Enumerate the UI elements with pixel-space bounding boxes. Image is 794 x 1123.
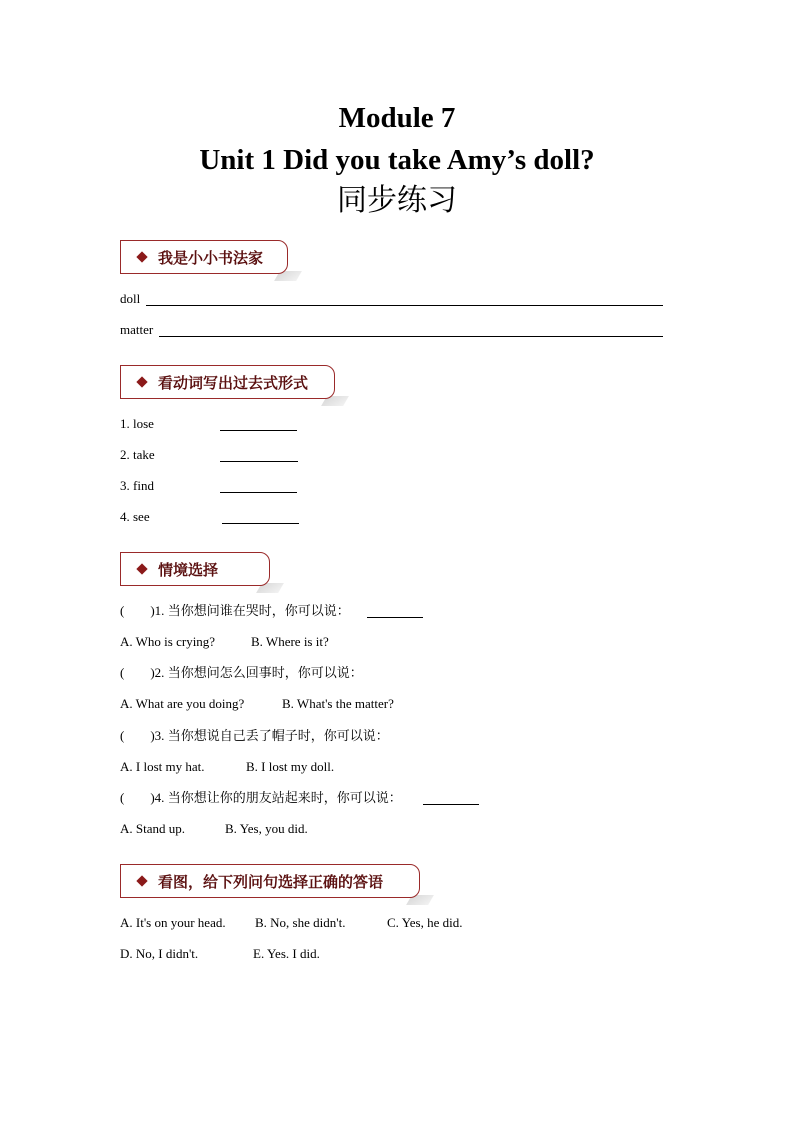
question-prompt: 当你想说自己丢了帽子时，你可以说： [167,729,389,744]
section-header-calligraphy [120,240,288,274]
option-b: B. Where is it? [251,634,329,649]
option-a: A. Stand up. [120,821,185,836]
diamond-icon [136,563,147,574]
option-b: B. What's the matter? [282,696,394,711]
answer-blank[interactable] [423,804,479,805]
section-title: 看图，给下列问句选择正确的答语 [158,872,384,891]
verb-item: 4. see [120,509,150,524]
option-a: A. I lost my hat. [120,759,205,774]
answer-blank[interactable] [220,492,297,493]
verb-item: 3. find [120,478,154,493]
question-prompt: 当你想让你的朋友站起来时，你可以说： [167,791,402,806]
writing-line-matter[interactable] [159,336,663,337]
answer-option-b: B. No, she didn't. [255,915,346,930]
answer-blank[interactable] [222,523,299,524]
diamond-icon [136,251,147,262]
bracket-open: ( [120,728,125,743]
option-a: A. Who is crying? [120,634,216,649]
question-prompt: 当你想问谁在哭时，你可以说： [167,604,350,619]
question-number: )1. [150,603,165,618]
section-title: 情境选择 [158,560,219,579]
answer-option-d: D. No, I didn't. [120,946,199,961]
answer-option-a: A. It's on your head. [120,915,226,930]
section-title: 看动词写出过去式形式 [158,373,309,392]
bracket-open: ( [120,603,125,618]
question-row [120,603,350,620]
option-b: B. I lost my doll. [246,759,335,774]
diamond-icon [136,376,147,387]
answer-option-e: E. Yes. I did. [253,946,320,961]
word-doll: doll [120,291,141,306]
question-row [120,665,363,682]
bracket-open: ( [120,790,125,805]
answer-blank[interactable] [220,461,298,462]
writing-line-doll[interactable] [146,305,663,306]
section-header-situation [120,552,270,586]
question-number: )3. [150,728,165,743]
verb-item: 2. take [120,447,155,462]
option-b: B. Yes, you did. [225,821,308,836]
option-a: A. What are you doing? [120,696,245,711]
question-number: )2. [150,665,165,680]
word-matter: matter [120,322,154,337]
section-title: 我是小小书法家 [158,248,264,267]
question-row [120,728,389,745]
question-number: )4. [150,790,165,805]
bracket-open: ( [120,665,125,680]
answer-blank[interactable] [220,430,297,431]
diamond-icon [136,875,147,886]
question-row [120,790,402,807]
question-prompt: 当你想问怎么回事时，你可以说： [167,666,363,681]
unit-title: Unit 1 Did you take Amy’s doll? [199,144,595,176]
module-title: Module 7 [338,102,456,134]
answer-option-c: C. Yes, he did. [387,915,463,930]
answer-blank[interactable] [367,617,423,618]
page-subtitle: 同步练习 [337,183,457,218]
verb-item: 1. lose [120,416,154,431]
section-header-past-tense [120,365,335,399]
section-header-picture-answers [120,864,420,898]
